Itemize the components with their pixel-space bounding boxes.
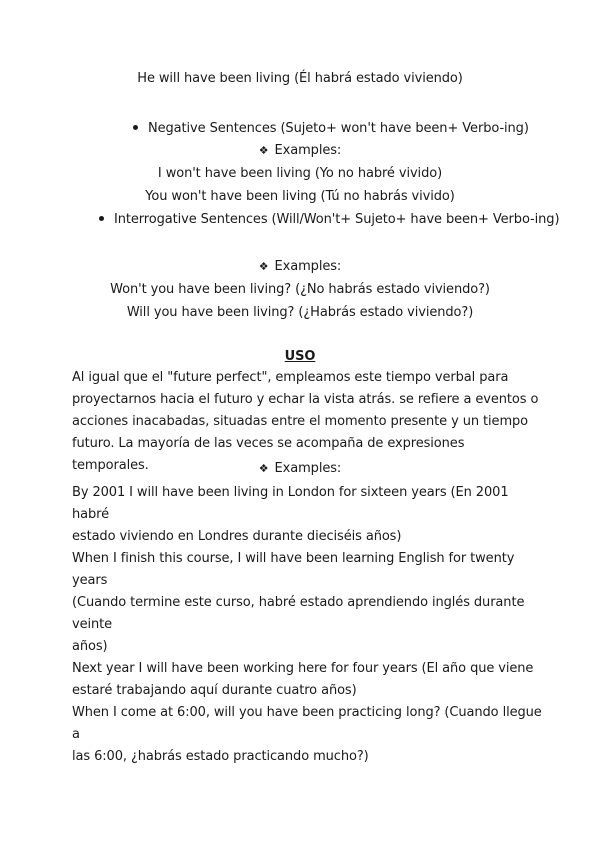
negative-example-1: I won't have been living (Yo no habré vivido): [157, 166, 443, 181]
uso-title: USO: [284, 349, 316, 364]
negative-examples-label: Examples:: [274, 143, 342, 158]
uso-example-line: Next year I will have been working here for four years (El año que viene: [72, 661, 534, 676]
diamond-bullet-icon: ❖: [258, 260, 269, 273]
uso-examples-label-row: [0, 461, 600, 477]
uso-paragraph-line: futuro. La mayoría de las veces se acompaña de expresiones temporales.: [72, 436, 465, 473]
interrogative-examples-label-row: [0, 259, 600, 275]
interrogative-examples-label: Examples:: [274, 259, 342, 274]
negative-example-2: You won't have been living (Tú no habrás vivido): [145, 189, 455, 204]
diamond-bullet-icon: ❖: [258, 462, 269, 475]
uso-example-line: estado viviendo en Londres durante dieciséis años): [72, 529, 402, 544]
uso-examples: [72, 482, 542, 768]
uso-example-line: (Cuando termine este curso, habré estado aprendiendo inglés durante veinte: [72, 595, 525, 632]
uso-example-line: When I finish this course, I will have been learning English for twenty years: [72, 551, 515, 588]
interrogative-example-2: Will you have been living? (¿Habrás estado viviendo?): [126, 305, 474, 320]
negative-heading-row: [133, 121, 529, 137]
uso-paragraph-line: Al igual que el "future perfect", empleamos este tiempo verbal para: [72, 370, 509, 385]
uso-title-row: [0, 349, 600, 365]
interrogative-example-1: Won't you have been living? (¿No habrás estado viviendo?): [110, 282, 490, 297]
negative-heading: Negative Sentences (Sujeto+ won't have been+ Verbo-ing): [148, 121, 529, 136]
uso-example-line: estaré trabajando aquí durante cuatro años): [72, 683, 357, 698]
bullet-icon: [99, 216, 104, 221]
structure-example: He will have been living (Él habrá estado viviendo): [137, 71, 463, 86]
uso-example-line: By 2001 I will have been living in London for sixteen years (En 2001 habré: [72, 485, 509, 522]
uso-example-line: las 6:00, ¿habrás estado practicando mucho?): [72, 749, 369, 764]
interrogative-heading-row: [99, 212, 559, 228]
uso-example-line: When I come at 6:00, will you have been practicing long? (Cuando llegue a: [72, 705, 542, 742]
uso-paragraph-line: acciones inacabadas, situadas entre el momento presente y un tiempo: [72, 414, 529, 429]
uso-paragraph-line: proyectarnos hacia el futuro y echar la vista atrás. se refiere a eventos o: [72, 392, 539, 407]
bullet-icon: [133, 125, 138, 130]
diamond-bullet-icon: ❖: [258, 144, 269, 157]
uso-examples-label: Examples:: [274, 461, 342, 476]
uso-example-line: años): [72, 639, 108, 654]
negative-examples-label-row: [0, 143, 600, 159]
interrogative-heading: Interrogative Sentences (Will/Won't+ Sujeto+ have been+ Verbo-ing): [114, 212, 560, 227]
